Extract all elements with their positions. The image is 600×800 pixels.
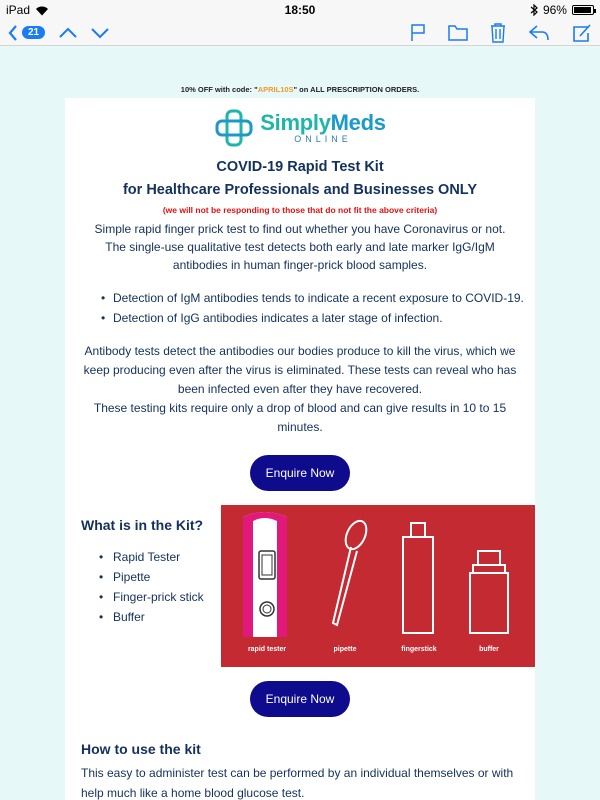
label-rapid-tester: rapid tester	[247, 646, 287, 653]
battery-icon	[572, 5, 594, 15]
bluetooth-icon	[530, 4, 538, 16]
intro-line-2: The single-use qualitative test detects both early and late marker IgG/IgM antibodies in human finger-prick blood samples.	[105, 240, 495, 272]
kit-illustration	[221, 505, 535, 667]
email-title	[65, 156, 535, 202]
fingerstick-icon	[403, 523, 433, 633]
trash-icon[interactable]	[490, 23, 506, 43]
wifi-icon	[35, 5, 49, 16]
status-bar	[0, 0, 600, 20]
kit-contents-image	[221, 505, 535, 667]
criteria-notice: (we will not be responding to those that do not fit the above criteria)	[162, 205, 438, 215]
enquire-now-button[interactable]: Enquire Now	[250, 455, 350, 491]
promo-text: " on ALL PRESCRIPTION ORDERS.	[293, 85, 420, 94]
chevron-down-icon[interactable]	[91, 27, 109, 39]
kit-heading: What is in the Kit?	[81, 517, 204, 533]
para-2: These testing kits require only a drop of blood and can give results in 10 to 15 minutes.	[93, 401, 507, 434]
title-line-1: COVID-19 Rapid Test Kit	[216, 159, 384, 175]
chevron-up-icon[interactable]	[59, 27, 77, 39]
back-button[interactable]	[8, 25, 45, 41]
promo-code-april: APRIL10S	[257, 85, 294, 94]
device-label: iPad	[6, 3, 31, 17]
clock: 18:50	[284, 3, 316, 17]
list-item: • Rapid Tester	[99, 547, 221, 567]
email-body	[65, 98, 535, 800]
promo-line-1	[0, 82, 600, 98]
rapid-tester-icon	[243, 512, 287, 637]
mail-toolbar	[0, 20, 600, 46]
battery-percent: 96%	[542, 3, 567, 17]
title-line-2: for Healthcare Professionals and Businesses ONLY	[122, 182, 478, 198]
promo-text: 10% OFF with code: "	[180, 85, 258, 94]
reply-icon[interactable]	[528, 25, 550, 41]
pipette-icon	[333, 518, 370, 625]
antibody-paragraph	[65, 342, 535, 437]
logo-name-simply: Simply	[260, 110, 331, 135]
kit-list	[81, 547, 221, 627]
label-pipette: pipette	[333, 646, 357, 653]
para-1: Antibody tests detect the antibodies our bodies produce to kill the virus, which we keep producing even after the virus is eliminated. These tests can reveal who has been infected even after they have recovered.	[83, 344, 517, 396]
list-item: • Buffer	[99, 607, 221, 627]
folder-icon[interactable]	[448, 25, 468, 41]
simplymeds-logo[interactable]	[65, 108, 535, 148]
flag-icon[interactable]	[410, 24, 426, 42]
buffer-icon	[470, 551, 508, 633]
howto-text: This easy to administer test can be performed by an individual themselves or with help much like a home blood glucose test.	[81, 766, 514, 800]
enquire-now-button-2[interactable]: Enquire Now	[250, 681, 350, 717]
compose-icon[interactable]	[572, 23, 592, 43]
list-item: • Finger-prick stick	[99, 587, 221, 607]
kit-section	[65, 505, 535, 667]
chevron-left-icon	[8, 25, 18, 41]
intro-line-1: Simple rapid finger prick test to find out whether you have Coronavirus or not.	[94, 222, 506, 236]
list-item: • Pipette	[99, 567, 221, 587]
logo-subtitle: ONLINE	[294, 134, 352, 144]
list-item: • Detection of IgM antibodies tends to indicate a recent exposure to COVID-19.	[101, 288, 535, 308]
list-item: • Detection of IgG antibodies indicates a later stage of infection.	[101, 308, 535, 328]
unread-count-badge: 21	[22, 26, 45, 39]
battery-fill	[574, 7, 591, 13]
antibody-bullets	[65, 288, 535, 328]
cross-logo-icon	[214, 108, 254, 148]
intro-text	[65, 220, 535, 274]
logo-name-meds: Meds	[330, 110, 386, 135]
label-buffer: buffer	[479, 646, 499, 653]
label-fingerstick: fingerstick	[401, 646, 437, 653]
howto-heading: How to use the kit	[81, 741, 201, 757]
